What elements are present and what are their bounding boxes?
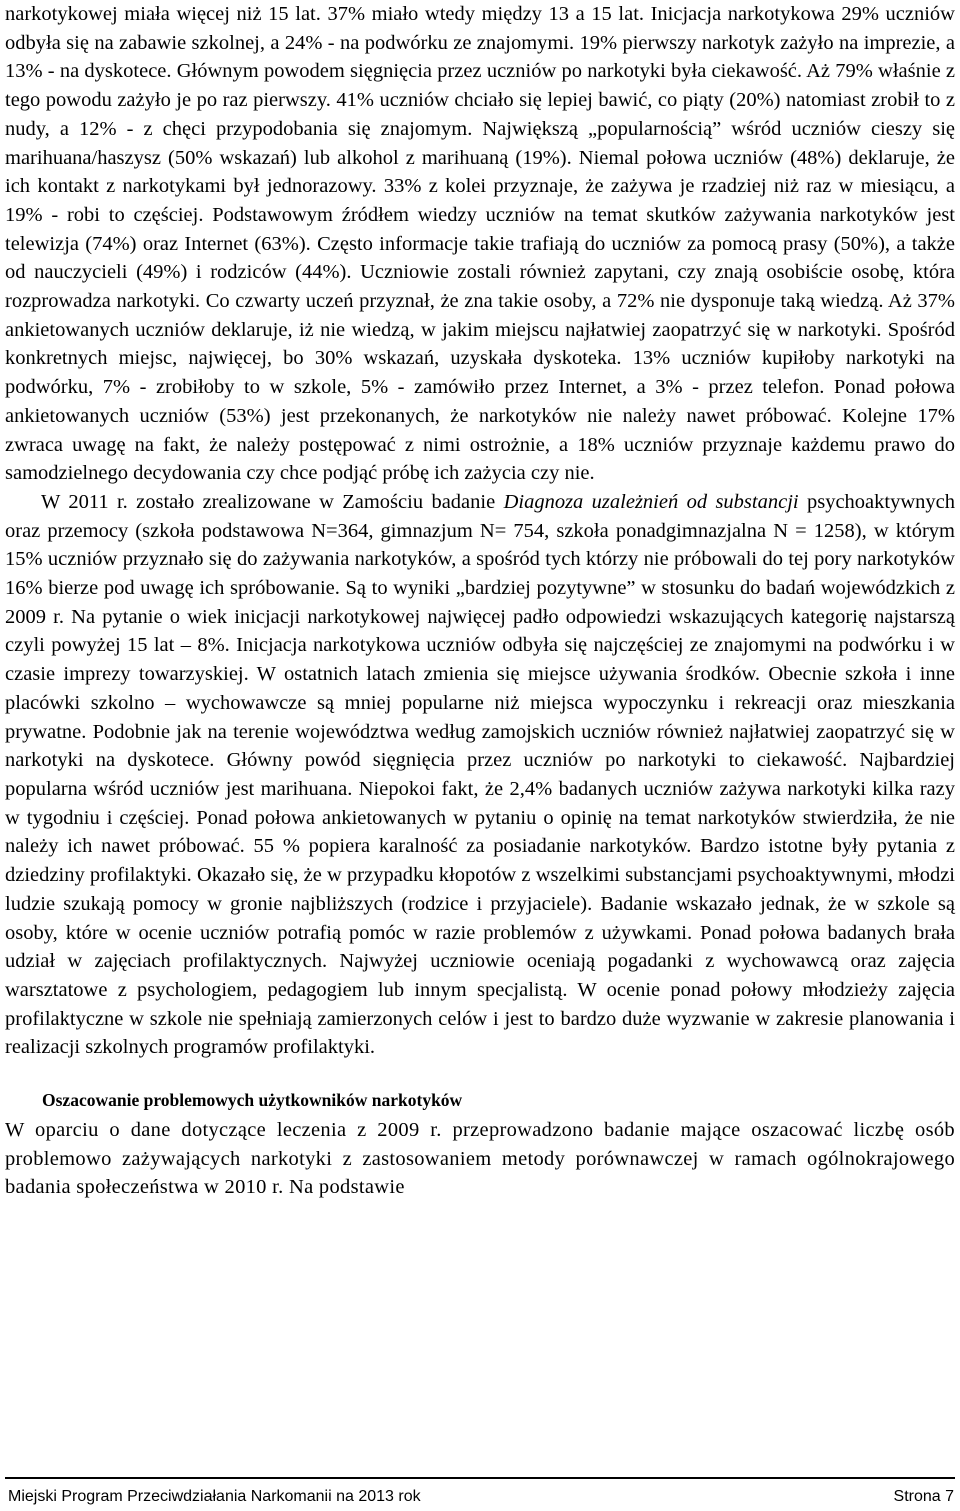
paragraph-survey-results: narkotykowej miała więcej niż 15 lat. 37% miało wtedy między 13 a 15 lat. Inicjacja narkotykowa 29% uczniów odbyła się na zabawie szkolnej, a 24% - na podwórku ze znajomymi. 19% pierwszy narkotyk zażyło na imprezie, a 13% - na dyskotece. Głównym powodem sięgnięcia przez uczniów po narkotyki była ciekawość. Aż 79% właśnie z tego powodu zażyło je po raz pierwszy. 41% uczniów chciało się lepiej bawić, co piąty (20%) natomiast zrobił to z nudy, a 12% - z chęci przypodobania się znajomym. Największą „popularnością” wśród uczniów cieszy się marihuana/haszysz (50% wskazań) lub alkohol z marihuaną (19%). Niemal połowa uczniów (48%) deklaruje, że ich kontakt z narkotykami był jednorazowy. 33% z kolei przyznaje, że zażywa je rzadziej niż raz w miesiącu, a 19% - robi to częściej. Podstawowym źródłem wiedzy uczniów na temat skutków zażywania narkotyków jest telewizja (74%) oraz Internet (63%). Często informacje takie trafiają do uczniów za pomocą prasy (50%), a także od nauczycieli (49%) i rodziców (44%). Uczniowie zostali również zapytani, czy znają osobiście osobę, która rozprowadza narkotyki. Co czwarty uczeń przyznał, że zna takie osoby, a 72% nie dysponuje taką wiedzą. Aż 37% ankietowanych uczniów deklaruje, iż nie wiedzą, w jakim miejscu najłatwiej zaopatrzyć się w narkotyki. Spośród konkretnych miejsc, najwięcej, bo 30% wskazań, uzyskała dyskoteka. 13% uczniów kupiłoby narkotyki na podwórku, 7% - zrobiłoby to w szkole, 5% - zamówiło przez Internet, a 3% - przez telefon. Ponad połowa ankietowanych uczniów (53%) jest przekonanych, że narkotyków nie należy nawet próbować. Kolejne 17% zwraca uwagę na fakt, że należy postępować z nimi ostrożnie, a 18% uczniów przyznaje każdemu prawo do samodzielnego decydowania czy chce podjąć próbę ich zażycia czy nie.	[5, 3, 955, 485]
paragraph-zamosc-study	[5, 488, 955, 1062]
paragraph-problem-users: W oparciu o dane dotyczące leczenia z 2009 r. przeprowadzono badanie mające oszacować liczbę osób problemowo zażywających narkotyki z zastosowaniem metody porównawczej w ramach ogólnokrajowego badania społeczeństwa w 2010 r. Na podstawie	[5, 1119, 955, 1199]
paragraph-zamosc-study-body: psychoaktywnych oraz przemocy (szkoła podstawowa N=364, gimnazjum N= 754, szkoła ponadgimnazjalna N = 1258), w którym 15% uczniów przyznało się do zażywania narkotyków, a spośród tych którzy nie próbowali do tej pory narkotyków 16% bierze pod uwagę ich spróbowanie. Są to wyniki „bardziej pozytywne” w stosunku do badań wojewódzkich z 2009 r. Na pytanie o wiek inicjacji narkotykowej najwięcej padło odpowiedzi wskazujących kategorię najstarszą czyli powyżej 15 lat – 8%. Inicjacja narkotykowa uczniów odbyła się najczęściej ze znajomymi na podwórku i w czasie imprezy towarzyskiej. W ostatnich latach zmienia się miejsce używania środków. Obecnie szkoła i inne placówki szkolno – wychowawcze są mniej popularne niż miejsca wypoczynku i rekreacji oraz mieszkania prywatne. Podobnie jak na terenie województwa według zamojskich uczniów również najłatwiej zaopatrzyć się w narkotyki na dyskotece. Główny powód sięgnięcia przez uczniów po narkotyki to ciekawość. Najbardziej popularna wśród uczniów jest marihuana. Niepokoi fakt, że 2,4% badanych uczniów zażywa narkotyki kilka razy w tygodniu i częściej. Ponad połowa ankietowanych w pytaniu o opinię na temat narkotyków stwierdziła, że nie należy ich nawet próbować. 55 % popiera karalność za posiadanie narkotyków. Bardzo istotne były pytania z dziedziny profilaktyki. Okazało się, że w przypadku kłopotów z wszelkimi substancjami psychoaktywnymi, młodzi ludzie szukają pomocy w gronie najbliższych (rodzice i przyjaciele). Badanie wskazało jednak, że w szkole są osoby, które w ocenie uczniów potrafią pomóc w razie problemów z używkami. Ponad połowa badanych brała udział w zajęciach profilaktycznych. Najwyżej uczniowie oceniają pogadanki z wychowawcą oraz zajęcia warsztatowe z psychologiem, pedagogiem lub innym specjalistą. W ocenie ponad połowy młodzieży zajęcia profilaktyczne w szkole nie spełniają zamierzonych celów i jest to bardzo duże wyzwanie w zakresie planowania i realizacji szkolnych programów profilaktyki.	[5, 490, 956, 1059]
paragraph-zamosc-study-intro: W 2011 r. zostało zrealizowane w Zamościu badanie	[41, 490, 504, 513]
section-heading: Oszacowanie problemowych użytkowników narkotyków	[42, 1090, 463, 1111]
section-spacer	[5, 1062, 955, 1084]
footer-divider	[5, 1477, 955, 1479]
footer-document-title: Miejski Program Przeciwdziałania Narkomanii na 2013 rok	[8, 1488, 421, 1505]
page-number: Strona 7	[893, 1488, 954, 1505]
page-footer	[8, 1486, 954, 1508]
document-body	[5, 0, 955, 1202]
study-title: Diagnoza uzależnień od substancji	[503, 490, 799, 513]
